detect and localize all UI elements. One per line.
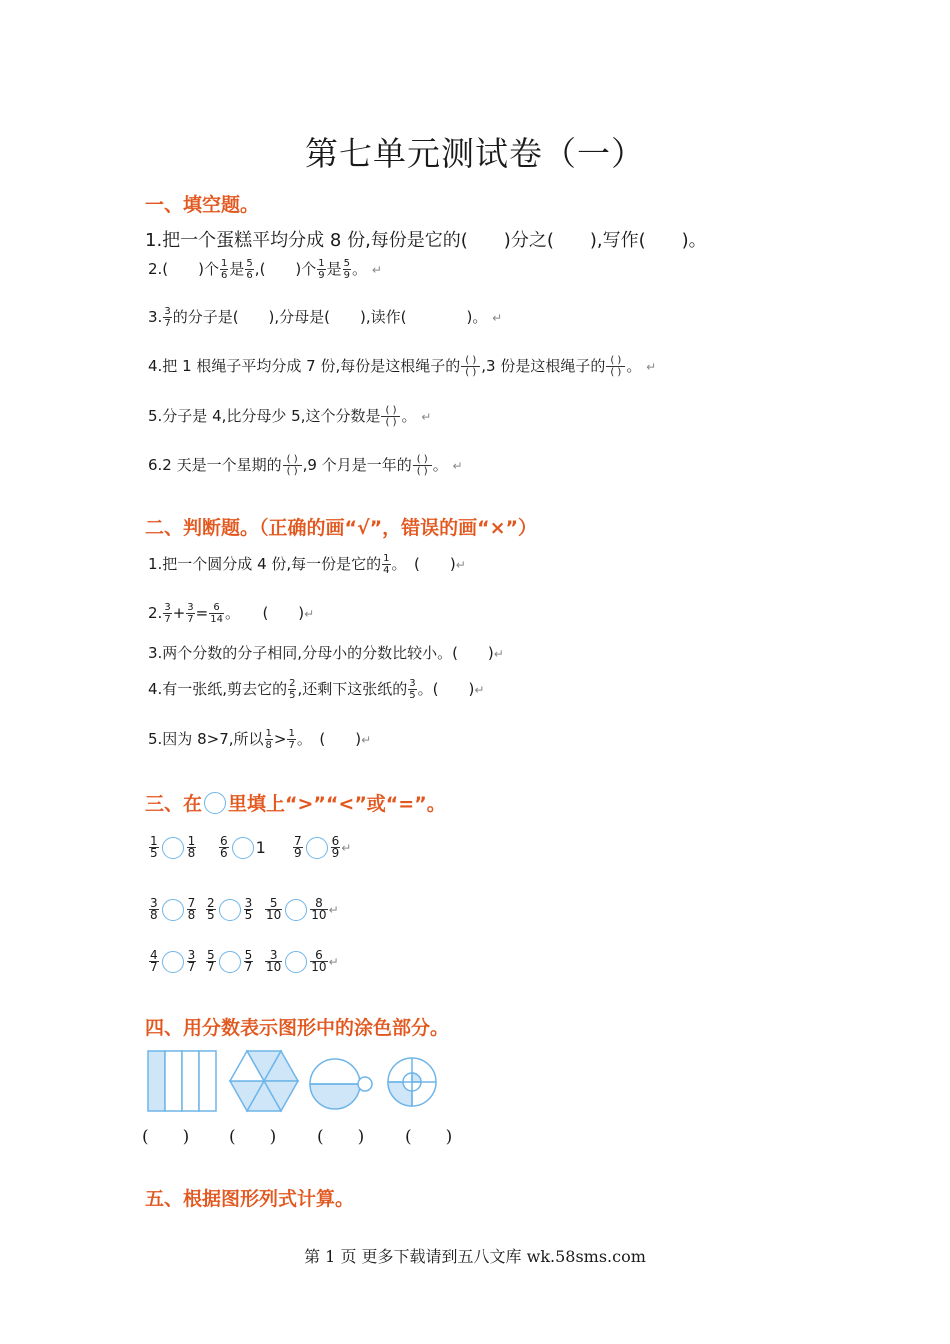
right-fraction: $\frac{5}{7}$ — [244, 948, 253, 974]
q4-text-c: 。 — [626, 357, 642, 375]
compare-circle-input[interactable] — [219, 951, 241, 973]
answer-paren-2[interactable]: ( ) — [229, 1127, 277, 1147]
blank-fraction[interactable]: ( ) ( ) — [413, 454, 432, 477]
shaded-figures — [140, 1048, 450, 1116]
section-heading-fill-in: 一、填空题。 — [145, 194, 260, 216]
j2-text-d: 。 ( ) — [224, 604, 305, 622]
blank-fraction[interactable]: ( ) ( ) — [461, 355, 480, 378]
left-fraction: $\frac{6}{6}$ — [220, 834, 228, 860]
right-fraction: $\frac{1}{8}$ — [187, 834, 196, 860]
fill-question-1: 1.把一个蛋糕平均分成 8 份,每份是它的( )分之( ),写作( )。 — [145, 230, 707, 251]
left-fraction: $\frac{5}{10}$ — [266, 896, 282, 922]
j2-text-a: 2. — [148, 604, 163, 622]
circle-blank-icon — [204, 792, 226, 814]
right-fraction: $\frac{6}{10}$ — [311, 948, 327, 974]
return-mark-icon: ↵ — [455, 558, 466, 572]
return-mark-icon: ↵ — [341, 840, 352, 855]
fraction-6-14: $\frac{6}{14}$ — [210, 602, 223, 625]
circle-half-figure — [310, 1059, 372, 1109]
compare-item — [264, 950, 339, 973]
compare-item — [148, 950, 197, 973]
compare-circle-input[interactable] — [306, 837, 328, 859]
fill-question-5 — [148, 405, 431, 428]
fill-question-6 — [148, 454, 463, 477]
q2-text-a: 2.( )个 — [148, 260, 220, 278]
section-heading-compare — [145, 789, 446, 816]
j1-text-a: 1.把一个圆分成 4 份,每一份是它的 — [148, 555, 382, 573]
fill-question-4 — [148, 355, 656, 378]
judge-question-4 — [148, 678, 484, 701]
compare-circle-input[interactable] — [162, 899, 184, 921]
fraction-1-6: $\frac{1}{6}$ — [221, 258, 228, 281]
fraction-3-7: $\frac{3}{7}$ — [164, 602, 171, 625]
compare-circle-input[interactable] — [232, 837, 254, 859]
return-mark-icon: ↵ — [452, 459, 463, 473]
s3-text-pre: 三、在 — [145, 793, 203, 815]
fraction-1-8: $\frac{1}{8}$ — [265, 728, 272, 751]
ring-figure — [388, 1058, 436, 1106]
page-title: 第七单元测试卷（一） — [305, 134, 645, 173]
right-fraction: $\frac{8}{10}$ — [311, 896, 327, 922]
q6-text-b: ,9 个月是一年的 — [302, 456, 412, 474]
q3-text-a: 3. — [148, 308, 163, 326]
q5-text-b: 。 — [401, 407, 417, 425]
compare-item — [205, 950, 254, 973]
j2-text-c: = — [195, 604, 209, 622]
fraction-3-5: $\frac{3}{5}$ — [409, 678, 416, 701]
blank-fraction[interactable]: ( ) ( ) — [606, 355, 625, 378]
compare-item — [264, 898, 339, 921]
left-fraction: $\frac{5}{7}$ — [207, 948, 215, 974]
q2-text-e: 。 — [352, 260, 368, 278]
fraction-1-9: $\frac{1}{9}$ — [318, 258, 325, 281]
j4-text-a: 4.有一张纸,剪去它的 — [148, 680, 288, 698]
return-mark-icon: ↵ — [492, 311, 503, 325]
q4-text-b: ,3 份是这根绳子的 — [481, 357, 606, 375]
q5-text-a: 5.分子是 4,比分母少 5,这个分数是 — [148, 407, 381, 425]
j5-text-c: 。 ( ) — [296, 730, 362, 748]
judge-question-2 — [148, 602, 314, 625]
return-mark-icon: ↵ — [646, 360, 657, 374]
answer-paren-3[interactable]: ( ) — [317, 1127, 365, 1147]
return-mark-icon: ↵ — [304, 607, 315, 621]
compare-circle-input[interactable] — [162, 951, 184, 973]
judge-question-5 — [148, 728, 371, 751]
left-fraction: $\frac{7}{9}$ — [294, 834, 302, 860]
fill-question-3 — [148, 306, 502, 329]
compare-circle-input[interactable] — [219, 899, 241, 921]
j4-text-b: ,还剩下这张纸的 — [297, 680, 408, 698]
compare-circle-input[interactable] — [162, 837, 184, 859]
answer-paren-1[interactable]: ( ) — [142, 1127, 190, 1147]
j5-text-b: > — [273, 730, 287, 748]
right-fraction: $\frac{6}{9}$ — [331, 834, 340, 860]
section-heading-shapes: 四、用分数表示图形中的涂色部分。 — [145, 1017, 450, 1039]
section-heading-judge: 二、判断题。（正确的画“√”，错误的画“×”） — [145, 517, 538, 539]
compare-circle-input[interactable] — [285, 951, 307, 973]
fraction-5-9: $\frac{5}{9}$ — [343, 258, 351, 281]
return-mark-icon: ↵ — [328, 902, 339, 917]
judge-question-3 — [148, 642, 504, 663]
return-mark-icon: ↵ — [328, 954, 339, 969]
q2-text-c: ,( )个 — [254, 260, 317, 278]
j5-text-a: 5.因为 8>7,所以 — [148, 730, 264, 748]
page-footer: 第 1 页 更多下载请到五八文库 wk.58sms.com — [304, 1247, 646, 1266]
section-heading-calc: 五、根据图形列式计算。 — [145, 1188, 355, 1210]
compare-item — [218, 836, 266, 859]
fraction-3-7: $\frac{3}{7}$ — [187, 602, 194, 625]
return-mark-icon: ↵ — [361, 733, 372, 747]
return-mark-icon: ↵ — [474, 683, 485, 697]
compare-circle-input[interactable] — [285, 899, 307, 921]
fraction-1-7: $\frac{1}{7}$ — [288, 728, 295, 751]
return-mark-icon: ↵ — [493, 647, 504, 661]
judge-question-1 — [148, 553, 466, 576]
j2-text-b: + — [172, 604, 186, 622]
answer-paren-4[interactable]: ( ) — [405, 1127, 453, 1147]
compare-item — [205, 898, 254, 921]
return-mark-icon: ↵ — [371, 263, 382, 277]
right-number: 1 — [255, 838, 266, 857]
right-fraction: $\frac{7}{8}$ — [187, 896, 196, 922]
s3-text-post: 里填上“>”“<”或“=”。 — [228, 793, 446, 815]
right-fraction: $\frac{3}{7}$ — [187, 948, 196, 974]
right-fraction: $\frac{3}{5}$ — [244, 896, 253, 922]
fill-question-2 — [148, 258, 382, 281]
j3-text: 3.两个分数的分子相同,分母小的分数比较小。( ) — [148, 644, 494, 662]
left-fraction: $\frac{1}{5}$ — [150, 834, 158, 860]
fraction-2-5: $\frac{2}{5}$ — [289, 678, 296, 701]
compare-item — [148, 898, 197, 921]
fraction-1-4: $\frac{1}{4}$ — [383, 553, 390, 576]
hexagon-figure — [230, 1051, 298, 1111]
j4-text-c: 。( ) — [417, 680, 475, 698]
fraction-5-6: $\frac{5}{6}$ — [246, 258, 253, 281]
q2-text-d: 是 — [326, 260, 342, 278]
left-fraction: $\frac{3}{8}$ — [150, 896, 158, 922]
left-fraction: $\frac{4}{7}$ — [150, 948, 158, 974]
blank-fraction[interactable]: ( ) ( ) — [381, 405, 400, 428]
q3-text-b: 的分子是( ),分母是( ),读作( )。 — [172, 308, 488, 326]
q2-text-b: 是 — [229, 260, 245, 278]
rectangle-figure — [148, 1051, 216, 1111]
q6-text-a: 6.2 天是一个星期的 — [148, 456, 282, 474]
compare-item — [292, 836, 351, 859]
blank-fraction[interactable]: ( ) ( ) — [283, 454, 302, 477]
left-fraction: $\frac{2}{5}$ — [207, 896, 215, 922]
q4-text-a: 4.把 1 根绳子平均分成 7 份,每份是这根绳子的 — [148, 357, 461, 375]
return-mark-icon: ↵ — [421, 410, 432, 424]
fraction-3-7: $\frac{3}{7}$ — [164, 306, 171, 329]
j1-text-b: 。 ( ) — [391, 555, 456, 573]
compare-item — [148, 836, 197, 859]
left-fraction: $\frac{3}{10}$ — [266, 948, 282, 974]
q6-text-c: 。 — [432, 456, 448, 474]
